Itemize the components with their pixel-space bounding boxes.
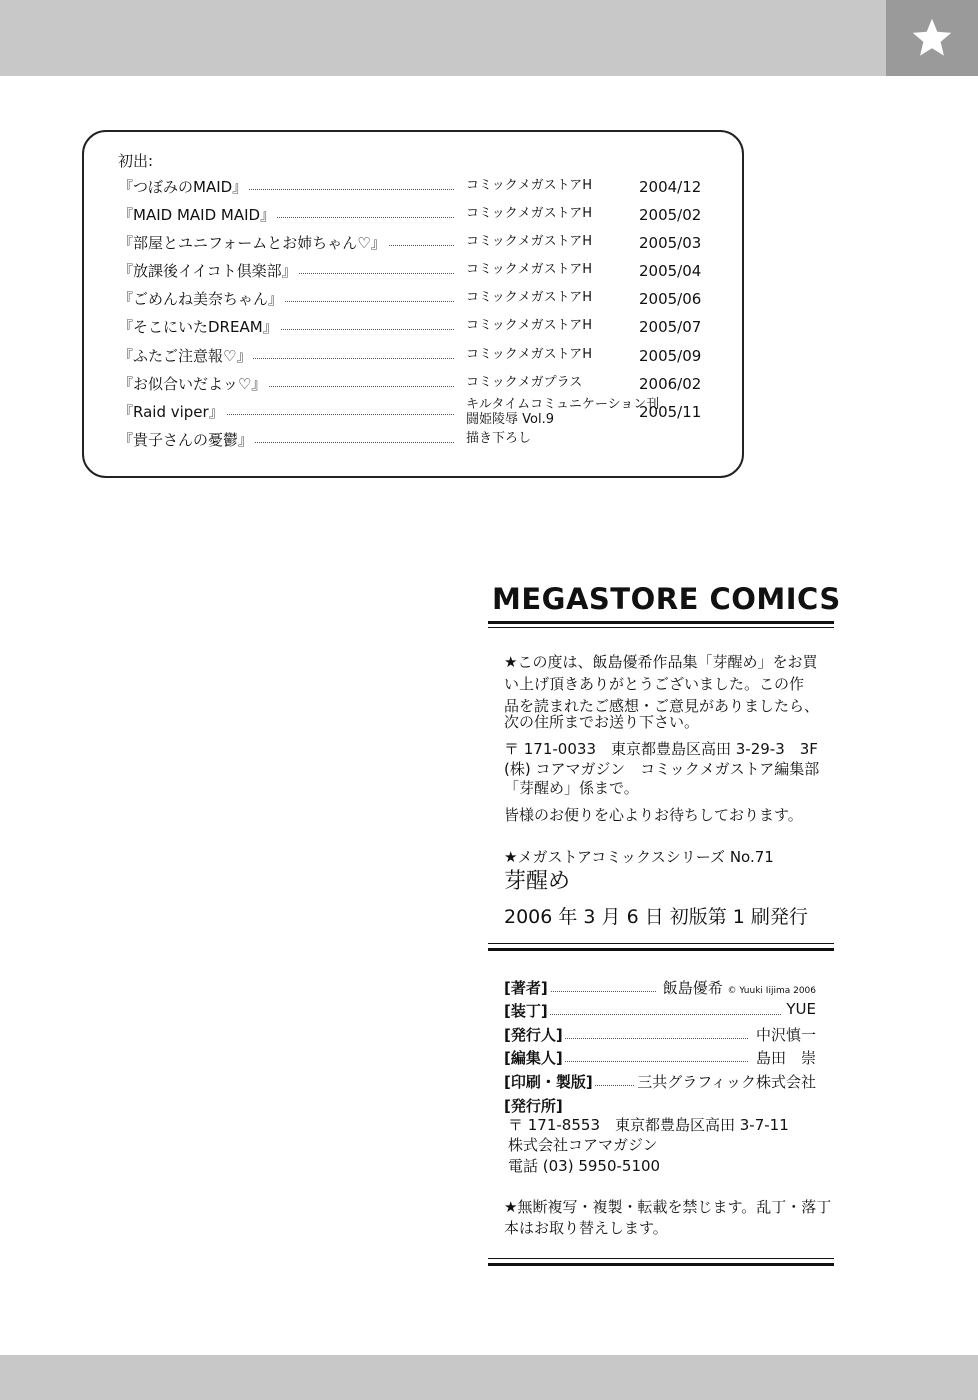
book-title: 芽醒め [504, 869, 571, 894]
publication-date: 2005/06 [639, 290, 702, 308]
publication-magazine: コミックメガストアH [466, 347, 592, 362]
staff-label: [著者] [504, 979, 548, 997]
publication-date: 2005/07 [639, 318, 702, 336]
publication-date: 2005/09 [639, 347, 702, 365]
publication-title: 『ふたご注意報♡』 [118, 347, 252, 365]
publication-magazine: コミックメガストアH [466, 290, 592, 305]
first-publication-heading: 初出: [118, 152, 154, 170]
message-line-3: 品を読まれたご感想・ご意見がありましたら、 [504, 697, 820, 715]
publication-row [118, 397, 718, 427]
publication-row [118, 288, 718, 314]
publisher-name: 株式会社コアマガジン [508, 1136, 658, 1154]
issue-date: 2006 年 3 月 6 日 初版第 1 刷発行 [504, 906, 808, 928]
message-line-1: ★この度は、飯島優希作品集「芽醒め」をお買 [504, 653, 818, 671]
publication-row [118, 176, 718, 202]
publisher-address: 〒 171-8553 東京都豊島区高田 3-7-11 [508, 1116, 789, 1134]
issue-rule-thick [488, 948, 834, 951]
publication-row [118, 204, 718, 230]
publication-magazine: コミックメガストアH [466, 262, 592, 277]
series-number: ★メガストアコミックスシリーズ No.71 [504, 848, 774, 866]
staff-value: 飯島優希 © Yuuki Iijima 2006 [660, 977, 816, 998]
staff-label: [発行人] [504, 1026, 563, 1044]
staff-row-publisher [504, 1024, 816, 1046]
publication-row [118, 316, 718, 342]
publication-title: 『部屋とユニフォームとお姉ちゃん♡』 [118, 234, 386, 252]
address-line-2: (株) コアマガジン コミックメガストア編集部 [504, 760, 820, 778]
staff-row-author [504, 977, 816, 999]
bottom-rule-thin [488, 1258, 834, 1259]
brand-title: MEGASTORE COMICS [492, 582, 841, 616]
bottom-rule-thick [488, 1263, 834, 1266]
publisher-phone: 電話 (03) 5950-5100 [508, 1157, 661, 1175]
publisher-label: [発行所] [504, 1097, 563, 1115]
notice-line-1: ★無断複写・複製・転載を禁じます。乱丁・落丁 [504, 1198, 832, 1216]
staff-label: [編集人] [504, 1049, 563, 1067]
staff-value: YUE [783, 1000, 816, 1018]
publication-title: 『貴子さんの憂鬱』 [118, 431, 254, 449]
staff-row-printer [504, 1071, 816, 1093]
publication-row [118, 260, 718, 286]
brand-rule-thin [488, 627, 834, 628]
top-gray-bar [0, 0, 978, 76]
corner-tab [886, 0, 978, 76]
publication-title: 『そこにいたDREAM』 [118, 318, 278, 336]
publication-magazine: コミックメガプラス [466, 375, 583, 390]
closing-text: 皆様のお便りを心よりお待ちしております。 [504, 806, 803, 824]
publication-magazine: 描き下ろし [466, 431, 532, 446]
address-line-1: 〒 171-0033 東京都豊島区高田 3-29-3 3F [504, 740, 818, 758]
publication-magazine: コミックメガストアH [466, 234, 592, 249]
publication-date: 2005/03 [639, 234, 702, 252]
publication-date: 2005/11 [639, 403, 702, 421]
publication-title: 『お似合いだよッ♡』 [118, 375, 267, 393]
publication-title: 『Raid viper』 [118, 403, 224, 421]
publication-magazine: キルタイムコミュニケーション刊 闘姫陵辱 Vol.9 [466, 397, 660, 427]
brand-rule-thick [488, 621, 834, 624]
publication-magazine: コミックメガストアH [466, 318, 592, 333]
star-icon [910, 16, 954, 60]
leader-dots [524, 1014, 781, 1015]
publication-title: 『ごめんね美奈ちゃん』 [118, 290, 284, 308]
publication-date: 2005/02 [639, 206, 702, 224]
staff-label: [装丁] [504, 1002, 548, 1020]
copyright-note: © Yuuki Iijima 2006 [727, 986, 816, 996]
publication-row [118, 232, 718, 258]
staff-value: 三共グラフィック株式会社 [634, 1071, 816, 1092]
notice-line-2: 本はお取り替えします。 [504, 1219, 668, 1237]
message-line-2: い上げ頂きありがとうございました。この作 [504, 675, 805, 693]
publication-magazine: コミックメガストアH [466, 206, 592, 221]
publication-row [118, 373, 718, 399]
publication-date: 2006/02 [639, 375, 702, 393]
publication-date: 2005/04 [639, 262, 702, 280]
publication-title: 『MAID MAID MAID』 [118, 206, 276, 224]
publication-row [118, 345, 718, 371]
staff-label: [印刷・製版] [504, 1073, 593, 1091]
issue-rule-thin [488, 943, 834, 944]
publication-title: 『放課後イイコト倶楽部』 [118, 262, 297, 280]
address-line-3: 「芽醒め」係まで。 [504, 779, 639, 797]
staff-value: 島田 崇 [753, 1047, 816, 1068]
bottom-gray-bar [0, 1355, 978, 1400]
staff-value: 中沢慎一 [753, 1024, 816, 1045]
publication-row [118, 429, 718, 455]
message-line-4: 次の住所までお送り下さい。 [504, 713, 700, 731]
publication-title: 『つぼみのMAID』 [118, 178, 248, 196]
publication-date: 2004/12 [639, 178, 702, 196]
publication-magazine: コミックメガストアH [466, 178, 592, 193]
staff-row-design [504, 1000, 816, 1022]
staff-row-editor [504, 1047, 816, 1069]
